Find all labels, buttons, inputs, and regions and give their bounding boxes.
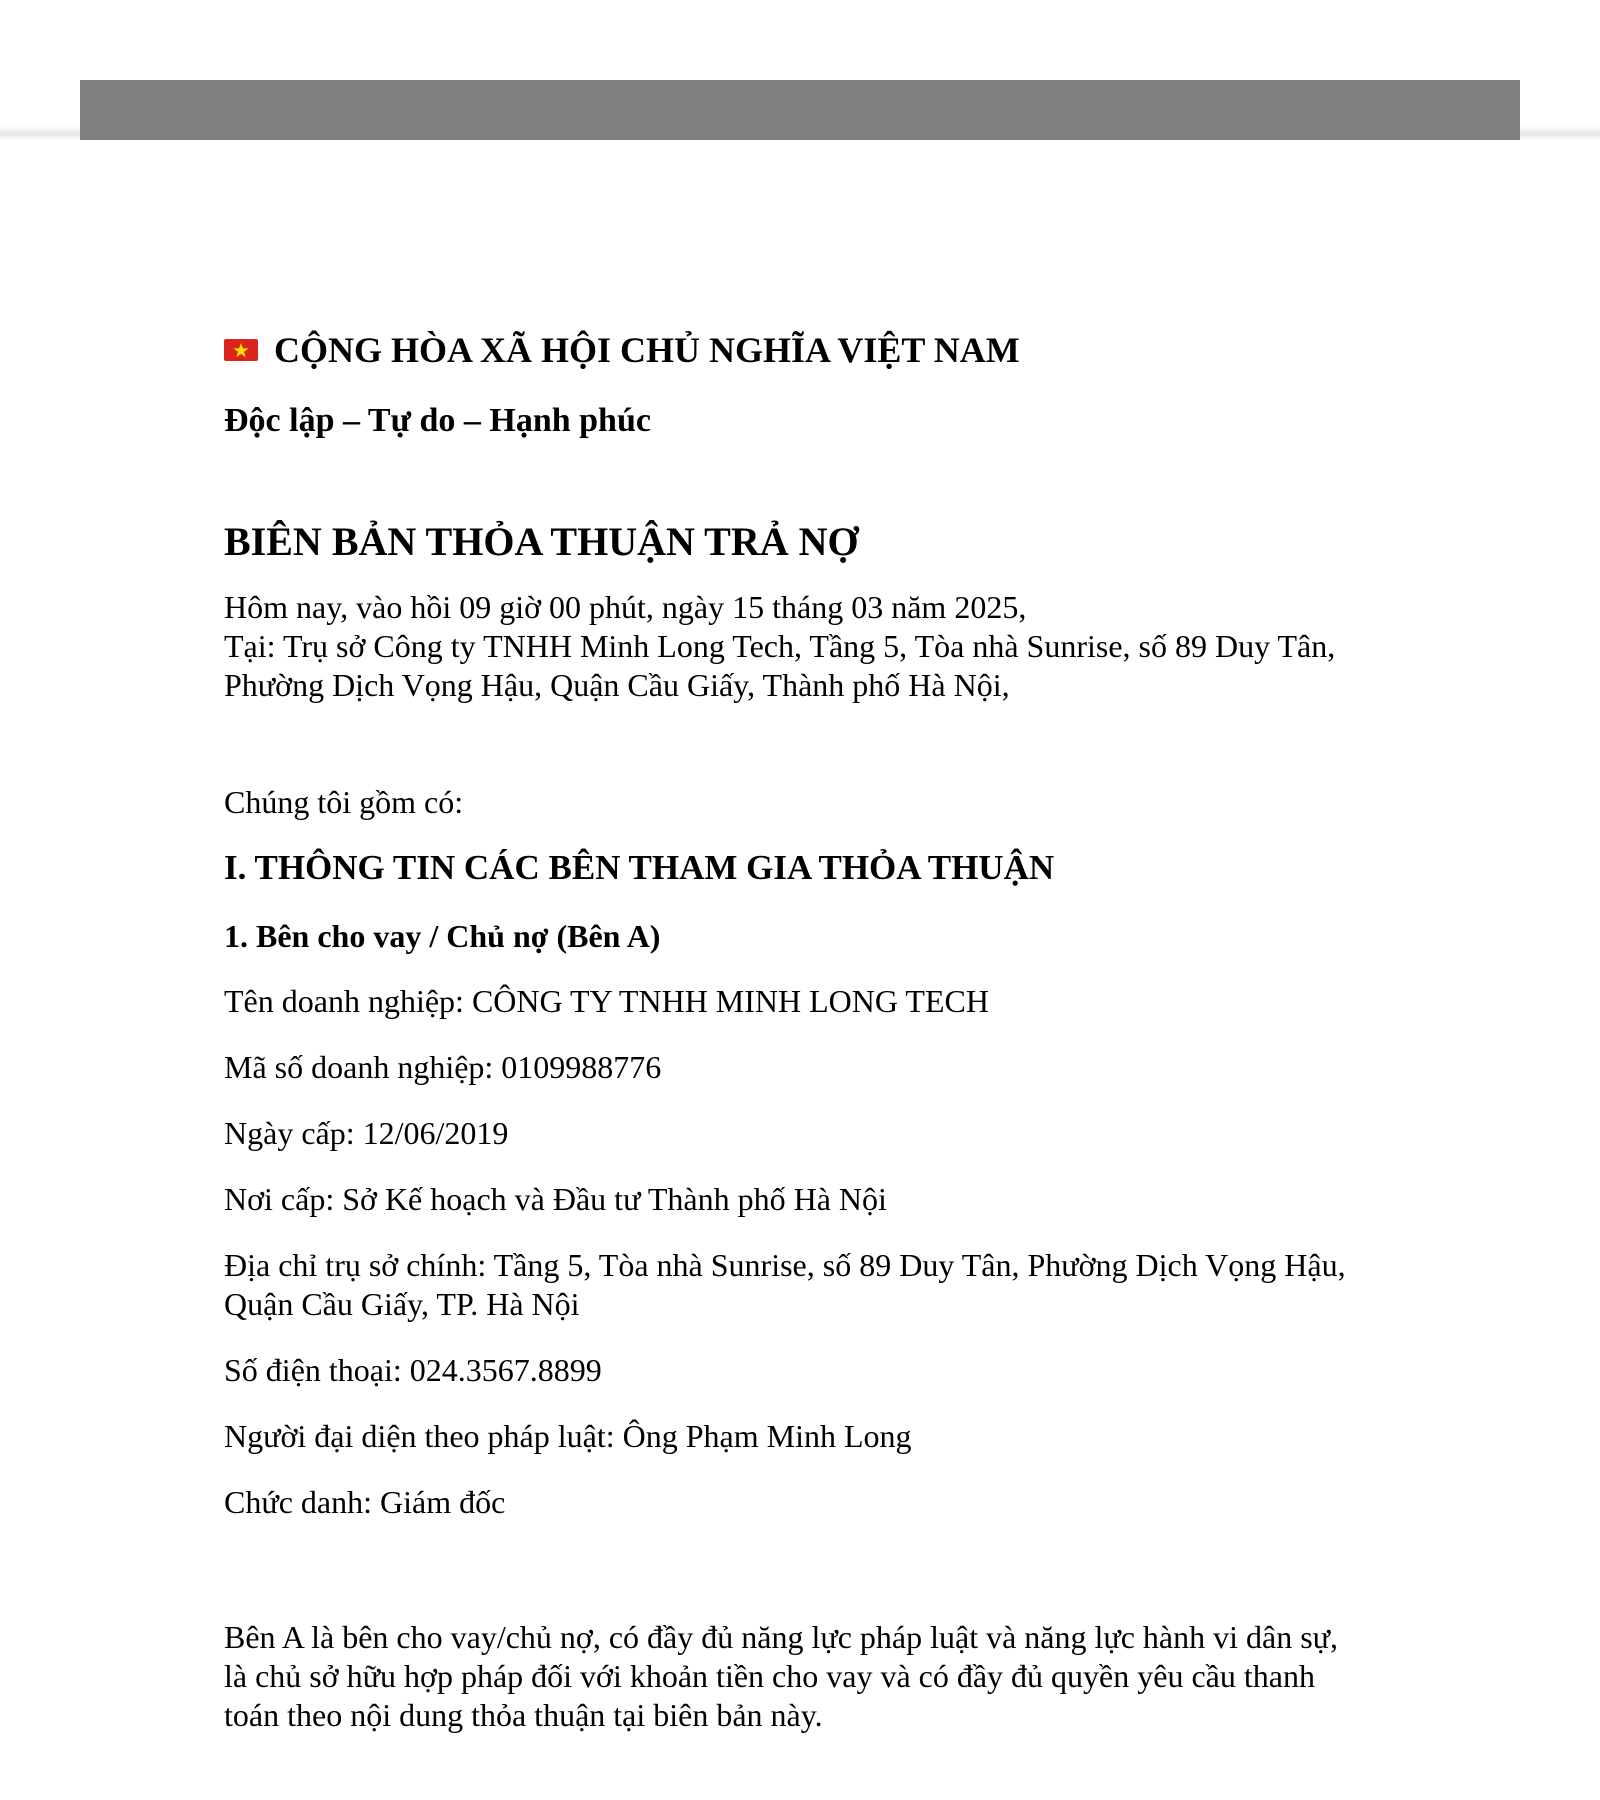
party-a-address: Địa chỉ trụ sở chính: Tầng 5, Tòa nhà Sunrise, số 89 Duy Tân, Phường Dịch Vọng Hậu, Quận Cầu Giấy, TP. Hà Nội <box>224 1247 1346 1322</box>
document-content <box>224 328 1364 1735</box>
intro-block <box>224 588 1364 705</box>
party-a-representative: Người đại diện theo pháp luật: Ông Phạm Minh Long <box>224 1418 912 1454</box>
we-include-line: Chúng tôi gồm có: <box>224 784 464 820</box>
vietnam-flag-icon <box>224 339 258 361</box>
viewer-toolbar <box>80 80 1520 140</box>
nation-title: CỘNG HÒA XÃ HỘI CHỦ NGHĨA VIỆT NAM <box>274 330 1020 370</box>
section-heading-parties: I. THÔNG TIN CÁC BÊN THAM GIA THỎA THUẬN <box>224 848 1055 887</box>
document-page <box>0 140 1600 1800</box>
intro-time-line: Hôm nay, vào hồi 09 giờ 00 phút, ngày 15 tháng 03 năm 2025, <box>224 589 1027 625</box>
party-a-statement: Bên A là bên cho vay/chủ nợ, có đầy đủ năng lực pháp luật và năng lực hành vi dân sự, là chủ sở hữu hợp pháp đối với khoản tiền cho vay và có đầy đủ quyền yêu cầu thanh toán theo nội dung thỏa thuận tại biên bản này. <box>224 1619 1339 1733</box>
party-a-issue-place: Nơi cấp: Sở Kế hoạch và Đầu tư Thành phố Hà Nội <box>224 1181 887 1217</box>
motto: Độc lập – Tự do – Hạnh phúc <box>224 402 651 439</box>
nation-header <box>224 328 1364 372</box>
party-a-company-name: Tên doanh nghiệp: CÔNG TY TNHH MINH LONG TECH <box>224 983 989 1019</box>
document-title: BIÊN BẢN THỎA THUẬN TRẢ NỢ <box>224 519 859 564</box>
party-a-phone: Số điện thoại: 024.3567.8899 <box>224 1352 602 1388</box>
intro-location-line: Tại: Trụ sở Công ty TNHH Minh Long Tech, Tầng 5, Tòa nhà Sunrise, số 89 Duy Tân, Phường Dịch Vọng Hậu, Quận Cầu Giấy, Thành phố Hà Nội, <box>224 628 1336 703</box>
party-a-heading: 1. Bên cho vay / Chủ nợ (Bên A) <box>224 918 661 954</box>
party-a-position: Chức danh: Giám đốc <box>224 1484 506 1520</box>
party-a-issue-date: Ngày cấp: 12/06/2019 <box>224 1115 509 1151</box>
party-a-business-code: Mã số doanh nghiệp: 0109988776 <box>224 1049 662 1085</box>
